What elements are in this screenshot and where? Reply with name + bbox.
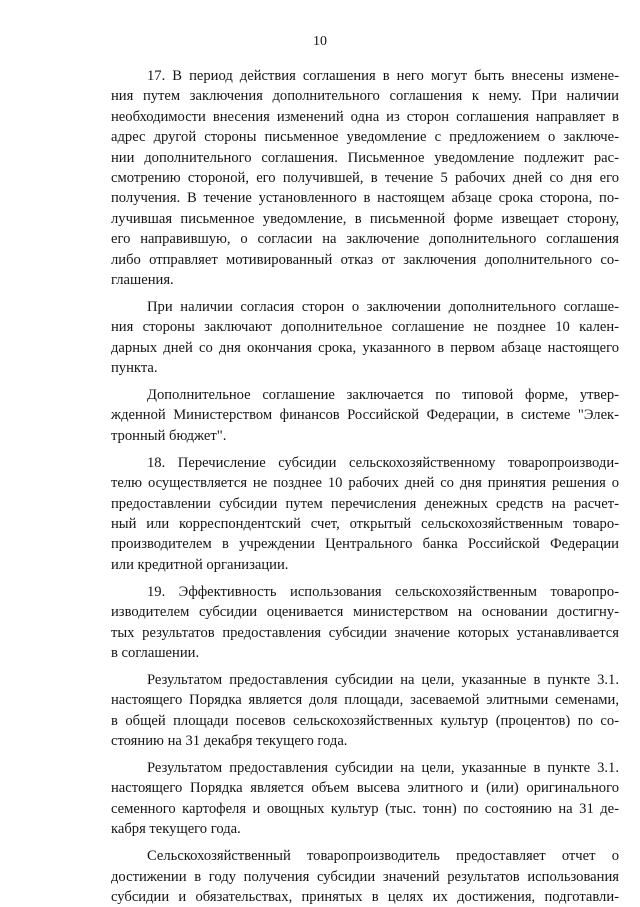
- text-line: тронный бюджет".: [111, 427, 227, 444]
- text-line: изводителем субсидии оценивается министерством на основании достигну-: [111, 604, 619, 621]
- text-line: необходимости внесения изменений одна из сторон соглашения направляет в: [111, 108, 619, 125]
- text-line: стоянию на 31 декабря текущего года.: [111, 733, 348, 750]
- text-line: тых результатов предоставления субсидии значение которых устанавливается: [111, 624, 619, 641]
- text-line: получения. В течение установленного в настоящем абзаце срока сторона, по-: [111, 190, 619, 207]
- text-line: субсидии и обязательствах, принятых в целях их достижения, подготавли-: [111, 889, 619, 905]
- text-line: ный или корреспондентский счет, открытый сельскохозяйственным товаро-: [111, 515, 619, 532]
- text-line: предоставлении субсидии путем перечисления денежных средств на расчет-: [111, 495, 619, 512]
- paragraph: [111, 66, 619, 290]
- text-line: в соглашении.: [111, 644, 200, 661]
- text-line: ния путем заключения дополнительного соглашения к нему. При наличии: [111, 88, 619, 105]
- text-line: в общей площади посевов сельскохозяйственных культур (процентов) по со-: [111, 712, 619, 729]
- text-line: его направившую, о согласии на заключение дополнительного соглашения: [111, 231, 619, 248]
- text-line: дарных дней со дня окончания срока, указанного в первом абзаце настоящего: [111, 339, 619, 356]
- page-number: 10: [313, 34, 327, 49]
- text-line: телю осуществляется не позднее 10 рабочих дней со дня принятия решения о: [111, 475, 619, 492]
- text-line: Результатом предоставления субсидии на цели, указанные в пункте 3.1.: [147, 760, 619, 777]
- paragraph: [111, 846, 619, 907]
- paragraph: [111, 385, 619, 446]
- text-line: глашения.: [111, 271, 174, 288]
- text-line: Результатом предоставления субсидии на цели, указанные в пункте 3.1.: [147, 671, 619, 688]
- paragraph: [111, 582, 619, 664]
- text-line: 18. Перечисление субсидии сельскохозяйственному товаропроизводи-: [147, 454, 619, 471]
- text-line: Сельскохозяйственный товаропроизводитель предоставляет отчет о: [147, 848, 619, 865]
- text-line: 19. Эффективность использования сельскохозяйственным товаропро-: [147, 583, 619, 600]
- paragraph: [111, 670, 619, 752]
- document-body: [111, 66, 619, 907]
- paragraph: [111, 758, 619, 840]
- text-line: нии дополнительного соглашения. Письменное уведомление подлежит рас-: [111, 149, 619, 166]
- text-line: смотрению стороной, его получившей, в течение 5 рабочих дней со дня его: [111, 169, 619, 186]
- paragraph: [111, 297, 619, 379]
- text-line: При наличии согласия сторон о заключении дополнительного соглаше-: [147, 298, 619, 315]
- text-line: жденной Министерством финансов Российской Федерации, в системе "Элек-: [111, 407, 619, 424]
- text-line: производителем в учреждении Центрального банка Российской Федерации: [111, 536, 619, 553]
- text-line: ния стороны заключают дополнительное соглашение не позднее 10 кален-: [111, 319, 619, 336]
- text-line: Дополнительное соглашение заключается по типовой форме, утвер-: [147, 387, 619, 404]
- text-line: лучившая письменное уведомление, в письменной форме извещает сторону,: [111, 210, 619, 227]
- text-line: настоящего Порядка является объем высева элитного и (или) оригинального: [111, 780, 619, 797]
- text-line: либо отправляет мотивированный отказ от заключения дополнительного со-: [111, 251, 619, 268]
- paragraph: [111, 453, 619, 575]
- text-line: достижении в году получения субсидии значений результатов использования: [111, 868, 619, 885]
- text-line: настоящего Порядка является доля площади, засеваемой элитными семенами,: [111, 692, 619, 709]
- text-line: пункта.: [111, 360, 158, 377]
- text-line: семенного картофеля и овощных культур (тыс. тонн) по состоянию на 31 де-: [111, 800, 619, 817]
- text-line: или кредитной организации.: [111, 556, 289, 573]
- text-line: адрес другой стороны письменное уведомление с предложением о заключе-: [111, 129, 619, 146]
- text-line: 17. В период действия соглашения в него могут быть внесены измене-: [147, 68, 619, 84]
- text-line: кабря текущего года.: [111, 821, 241, 838]
